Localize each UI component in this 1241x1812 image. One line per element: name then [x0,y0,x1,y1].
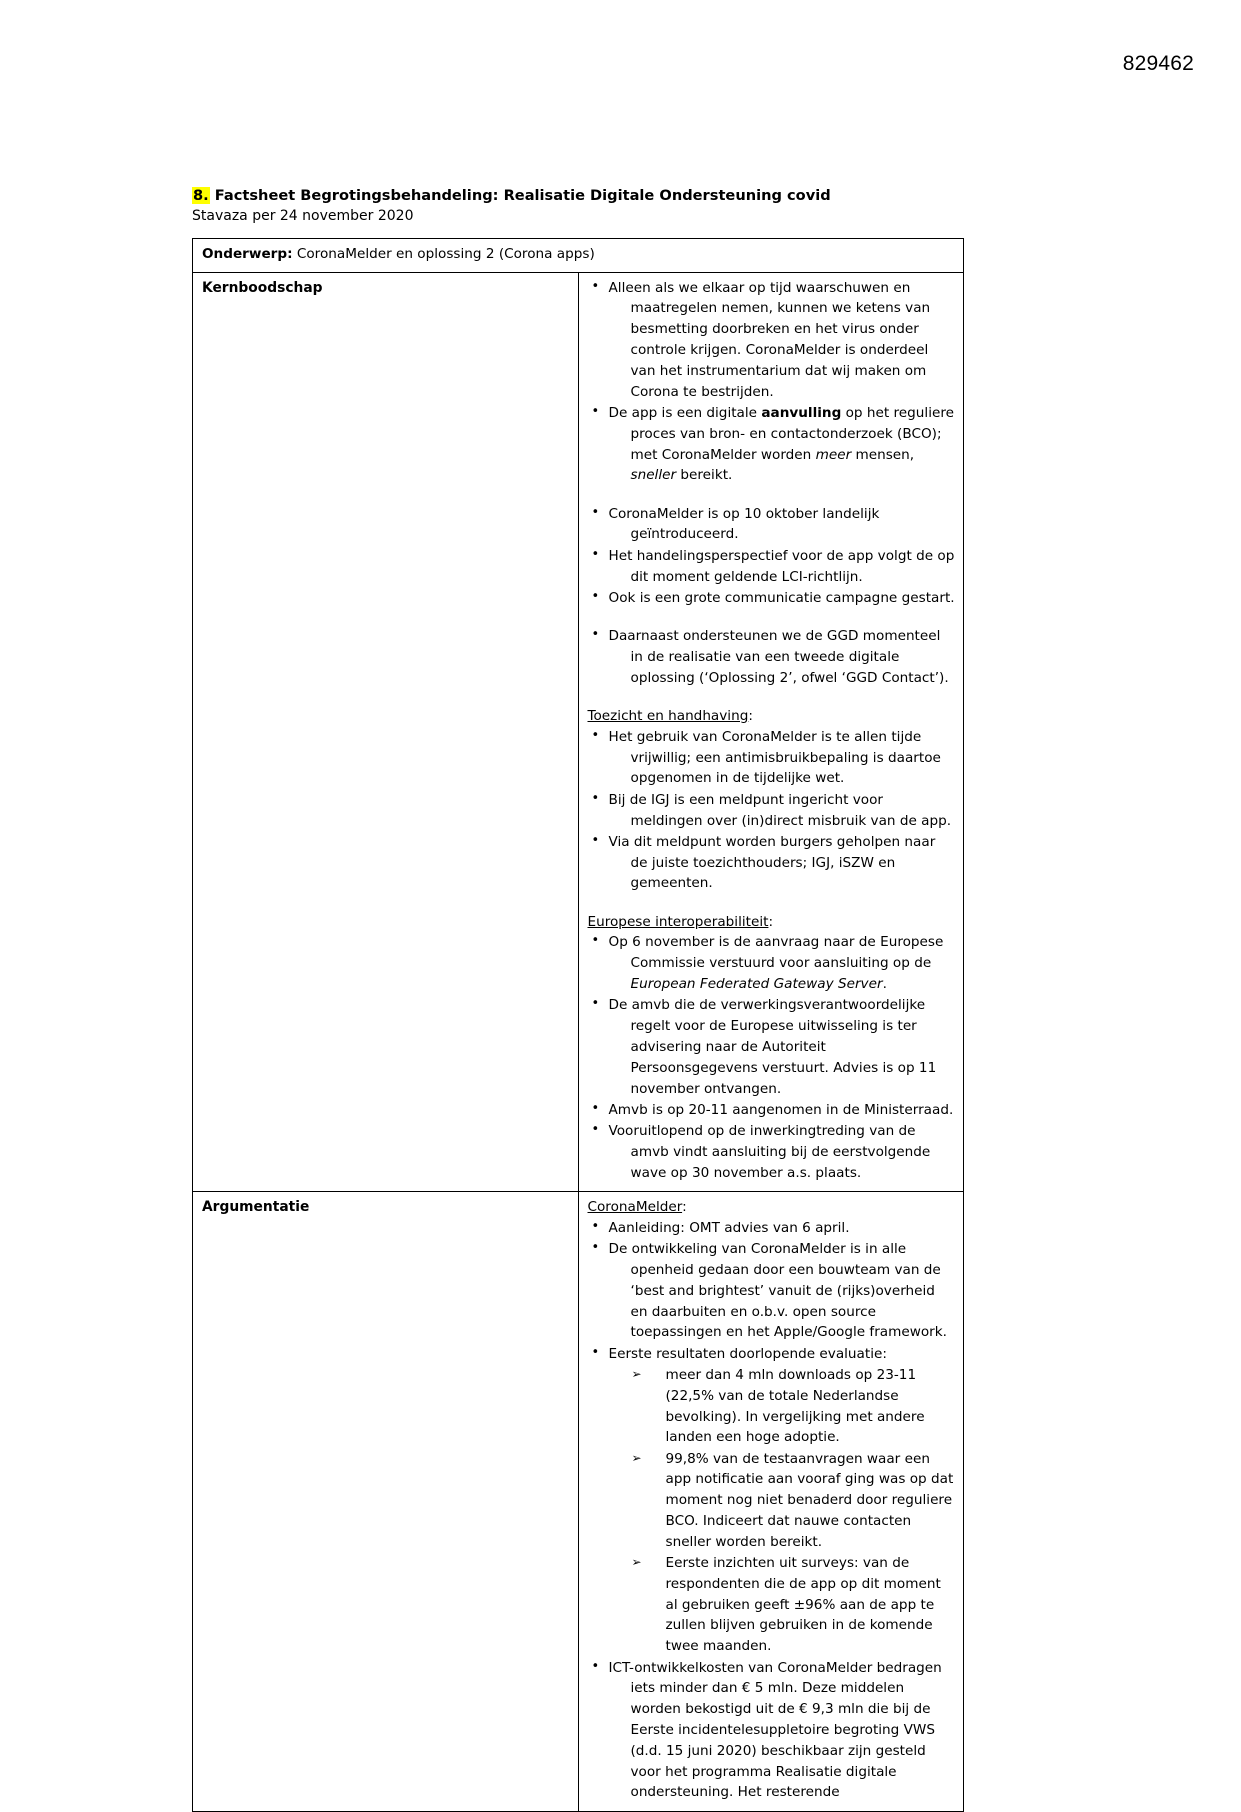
bullet-icon: • [591,627,600,643]
factsheet-table-body [193,239,964,1811]
list-item-text: ICT-ontwikkelkosten van CoronaMelder bedragen iets minder dan € 5 mln. Deze middelen worden bekostigd uit de € 9,3 mln die bij de Eerste incidentelesuppletoire begroting VWS (d.d. 15 juni 2020) beschikbaar zijn gesteld voor het programma Realisatie digitale ondersteuning. Het resterende [608,1659,942,1801]
list-item [588,504,957,546]
list-item [588,932,957,994]
list-item [588,278,957,403]
row-content-argumentatie [578,1192,964,1812]
section-heading [588,912,957,933]
list-item-text: Amvb is op 20-11 aangenomen in de Ministerraad. [608,1101,954,1118]
list-item-text: Het gebruik van CoronaMelder is te allen tijde vrijwillig; een antimisbruikbepaling is daartoe opgenomen in de tijdelijke wet. [608,728,941,787]
list-item-text: Aanleiding: OMT advies van 6 april. [608,1219,850,1236]
bullet-icon: • [591,1122,600,1138]
list-item-text: Ook is een grote communicatie campagne gestart. [608,589,955,606]
bullet-icon: • [591,504,600,520]
list-item [588,588,957,609]
bullet-icon: • [591,403,600,419]
bullet-icon: • [591,790,600,806]
bullet-list [588,403,957,486]
row-label-kernboodschap: Kernboodschap [193,272,579,1191]
list-item-text: Bij de IGJ is een meldpunt ingericht voor meldingen over (in)direct misbruik van de app. [608,791,952,829]
vertical-spacer [588,487,957,504]
list-item-text: De ontwikkeling van CoronaMelder is in alle openheid gedaan door een bouwteam van de ‘best and brightest’ vanuit de (rijks)overheid en daarbuiten en o.b.v. open source toepassingen en het Apple/Google framework. [608,1241,947,1341]
page-title [192,186,964,206]
list-item-text: Het handelingsperspectief voor de app volgt de op dit moment geldende LCI-richtlijn. [608,547,955,585]
list-item [588,403,957,486]
text-run: bereikt. [676,467,733,484]
subject-label: Onderwerp: [202,246,293,263]
bullet-list [588,727,957,894]
bullet-icon: • [591,832,600,848]
row-content-kernboodschap [578,272,964,1191]
bullet-icon: • [591,588,600,604]
text-run: Op 6 november is de aanvraag naar de Europese Commissie verstuurd voor aansluiting op de [608,934,944,972]
row-label-argumentatie: Argumentatie [193,1192,579,1812]
arrow-sub-list [588,1365,957,1657]
list-item-text: Alleen als we elkaar op tijd waarschuwen en maatregelen nemen, kunnen we ketens van besmetting doorbreken en het virus onder controle krijgen. CoronaMelder is onderdeel van het instrumentarium dat wij maken om Corona te bestrijden. [608,279,931,400]
list-item [588,1239,957,1343]
bullet-list [588,1658,957,1804]
list-item [588,1121,957,1183]
list-item [588,1100,957,1121]
sub-list-item-text: meer dan 4 mln downloads op 23-11 (22,5% van de totale Nederlandse bevolking). In vergelijking met andere landen een hoge adoptie. [665,1366,925,1446]
subject-cell [193,239,964,272]
section-heading-suffix: : [748,708,753,725]
bullet-list [588,626,957,688]
list-item [588,832,957,894]
list-item [588,790,957,832]
bullet-icon: • [591,996,600,1012]
title-number-highlight: 8. [193,187,209,204]
arrow-bullet-icon: ➢ [631,1366,642,1381]
section-heading-suffix: : [768,913,774,930]
vertical-spacer [588,609,957,626]
section-heading [588,1197,957,1218]
title-text: Factsheet Begrotingsbehandeling: Realisatie Digitale Ondersteuning covid [209,187,831,204]
section-heading-text: Toezicht en handhaving [587,708,749,725]
list-item-text: Daarnaast ondersteunen we de GGD momenteel in de realisatie van een tweede digitale oplossing (‘Oplossing 2’, ofwel ‘GGD Contact’). [608,628,949,686]
bullet-icon: • [591,1344,600,1360]
vertical-spacer [588,689,957,706]
bullet-icon: • [591,933,600,949]
sub-list-item-text: Eerste inzichten uit surveys: van de respondenten die de app op dit moment al gebruiken geeft ±96% aan de app te zullen blijven gebruiken in de komende twee maanden. [665,1555,941,1655]
document-subtitle: Stavaza per 24 november 2020 [192,207,414,224]
bullet-list [588,1218,957,1365]
list-item-text: De amvb die de verwerkingsverantwoordelijke regelt voor de Europese uitwisseling is ter advisering naar de Autoriteit Persoonsgegevens verstuurt. Advies is op 11 november ontvangen. [608,997,937,1097]
list-item [588,626,957,688]
document-body [192,186,964,1812]
list-item [588,1218,957,1239]
bullet-list [588,504,957,609]
bullet-icon: • [591,1240,600,1256]
italic-text: European Federated Gateway Server [630,976,883,993]
list-item [588,1344,957,1365]
bullet-icon: • [591,1218,600,1234]
list-item [588,995,957,1099]
section-heading-suffix: : [682,1199,687,1216]
list-item [588,1658,957,1804]
list-item-text: Vooruitlopend op de inwerkingtreding van de amvb vindt aansluiting bij de eerstvolgende wave op 30 november a.s. plaats. [608,1123,931,1181]
list-item-text [609,403,957,486]
arrow-bullet-icon: ➢ [631,1450,642,1465]
bullet-icon: • [591,1658,600,1674]
list-item-text: CoronaMelder is op 10 oktober landelijk geïntroduceerd. [608,505,880,543]
sub-list-item [632,1365,957,1448]
table-row-subject [193,239,964,272]
text-run: . [882,976,887,993]
table-row [193,1192,964,1812]
factsheet-table [192,238,964,1811]
arrow-bullet-icon: ➢ [631,1555,642,1570]
table-row [193,272,964,1191]
list-item-text: Via dit meldpunt worden burgers geholpen naar de juiste toezichthouders; IGJ, iSZW en gemeenten. [608,833,936,892]
list-item-text: Eerste resultaten doorlopende evaluatie: [608,1345,887,1362]
page-number: 829462 [1122,52,1194,75]
italic-text: meer [815,446,852,463]
bullet-list [588,995,957,1183]
list-item [588,727,957,789]
list-item-text [609,932,957,994]
text-run: De app is een digitale [608,404,762,421]
bullet-list [588,278,957,403]
section-heading-text: Europese interoperabiliteit [587,913,769,930]
text-run: op het reguliere proces van bron- en contactonderzoek (BCO); met CoronaMelder worden [630,404,954,463]
sub-list-item-text: 99,8% van de testaanvragen waar een app notificatie aan vooraf ging was op dat moment nog niet benaderd door reguliere BCO. Indiceert dat nauwe contacten sneller worden bereikt. [665,1450,954,1550]
sub-list-item [632,1449,957,1553]
bullet-icon: • [591,727,600,743]
section-heading [588,706,957,727]
bullet-icon: • [591,278,600,294]
bold-text: aanvulling [761,404,842,421]
bullet-icon: • [591,546,600,562]
bullet-list [588,932,957,994]
list-item [588,546,957,588]
vertical-spacer [588,895,957,912]
italic-text: sneller [630,467,677,484]
bullet-icon: • [591,1100,600,1116]
subject-value: CoronaMelder en oplossing 2 (Corona apps) [292,246,595,263]
text-run: mensen, [851,446,915,463]
sub-list-item [632,1553,957,1657]
section-heading-text: CoronaMelder [587,1199,683,1216]
